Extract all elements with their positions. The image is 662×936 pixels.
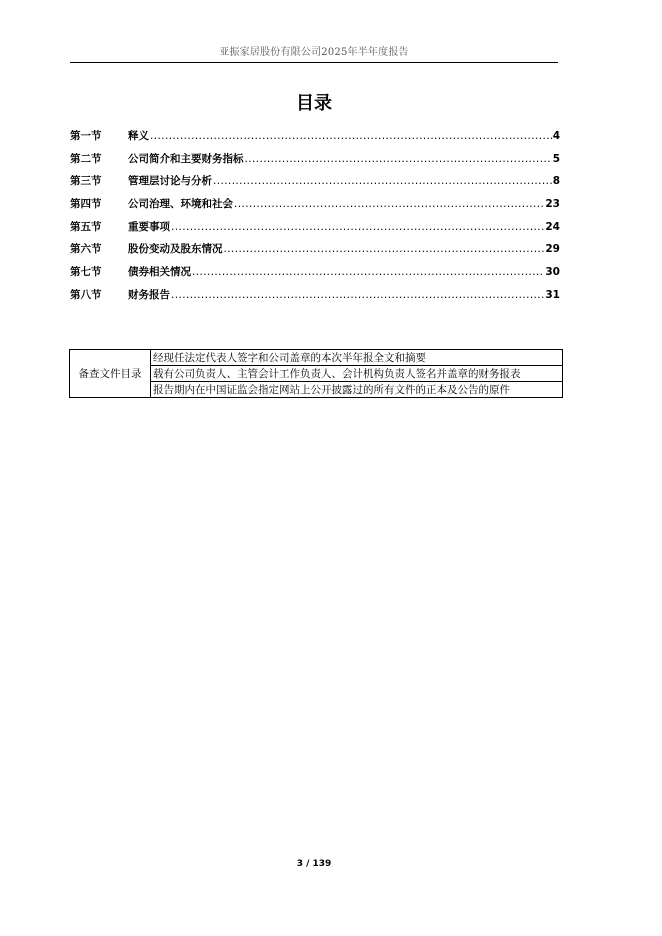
toc-section-name: 债券相关情况 xyxy=(128,266,191,279)
toc-section-number: 第二节 xyxy=(70,152,102,165)
reference-documents-table xyxy=(69,349,563,398)
page-header: 亚振家居股份有限公司2025年半年度报告 xyxy=(219,47,409,58)
toc-entry-6[interactable] xyxy=(70,238,560,261)
toc-entry-3[interactable] xyxy=(70,170,560,193)
toc-section-number: 第三节 xyxy=(70,175,102,188)
reference-document-item: 载有公司负责人、主管会计工作负责人、会计机构负责人签名并盖章的财务报表 xyxy=(151,366,563,382)
toc-section-name: 公司治理、环境和社会 xyxy=(128,198,233,211)
toc-dot-leader xyxy=(150,125,552,148)
toc-entry-7[interactable] xyxy=(70,261,560,284)
toc-section-number: 第四节 xyxy=(70,198,102,211)
toc-entry-2[interactable] xyxy=(70,148,560,171)
toc-page-number: 5 xyxy=(552,152,560,165)
toc-section-number: 第八节 xyxy=(70,288,102,301)
toc-page-number: 24 xyxy=(545,220,560,233)
toc-dot-leader xyxy=(224,238,545,261)
table-of-contents xyxy=(70,125,560,307)
toc-dot-leader xyxy=(234,193,544,216)
toc-section-name: 公司简介和主要财务指标 xyxy=(128,152,244,165)
toc-dot-leader xyxy=(171,284,544,307)
toc-entry-4[interactable] xyxy=(70,193,560,216)
reference-document-item: 经现任法定代表人签字和公司盖章的本次半年报全文和摘要 xyxy=(151,350,563,366)
toc-page-number: 30 xyxy=(545,266,560,279)
toc-section-number: 第七节 xyxy=(70,266,102,279)
reference-document-item: 报告期内在中国证监会指定网站上公开披露过的所有文件的正本及公告的原件 xyxy=(151,382,563,398)
toc-section-name: 释义 xyxy=(128,130,149,142)
header-divider xyxy=(70,62,558,63)
page-number: 3 / 139 xyxy=(296,859,332,869)
toc-page-number: 8 xyxy=(552,175,560,188)
toc-dot-leader xyxy=(192,261,544,284)
reference-documents-label: 备查文件目录 xyxy=(70,350,151,398)
toc-section-number: 第五节 xyxy=(70,220,102,233)
toc-title: 目录 xyxy=(296,93,332,114)
toc-section-name: 重要事项 xyxy=(128,220,170,233)
toc-page-number: 23 xyxy=(545,198,560,211)
toc-entry-1[interactable] xyxy=(70,125,560,148)
toc-section-name: 股份变动及股东情况 xyxy=(128,243,223,256)
toc-page-number: 31 xyxy=(545,288,560,301)
toc-page-number: 4 xyxy=(552,130,560,142)
toc-section-name: 管理层讨论与分析 xyxy=(128,175,212,188)
toc-section-number: 第一节 xyxy=(70,130,102,142)
toc-entry-8[interactable] xyxy=(70,284,560,307)
toc-section-name: 财务报告 xyxy=(128,288,170,301)
toc-dot-leader xyxy=(213,170,552,193)
toc-section-number: 第六节 xyxy=(70,243,102,256)
table-row xyxy=(70,350,563,366)
toc-dot-leader xyxy=(245,148,552,171)
toc-dot-leader xyxy=(171,216,544,239)
toc-entry-5[interactable] xyxy=(70,216,560,239)
toc-page-number: 29 xyxy=(545,243,560,256)
